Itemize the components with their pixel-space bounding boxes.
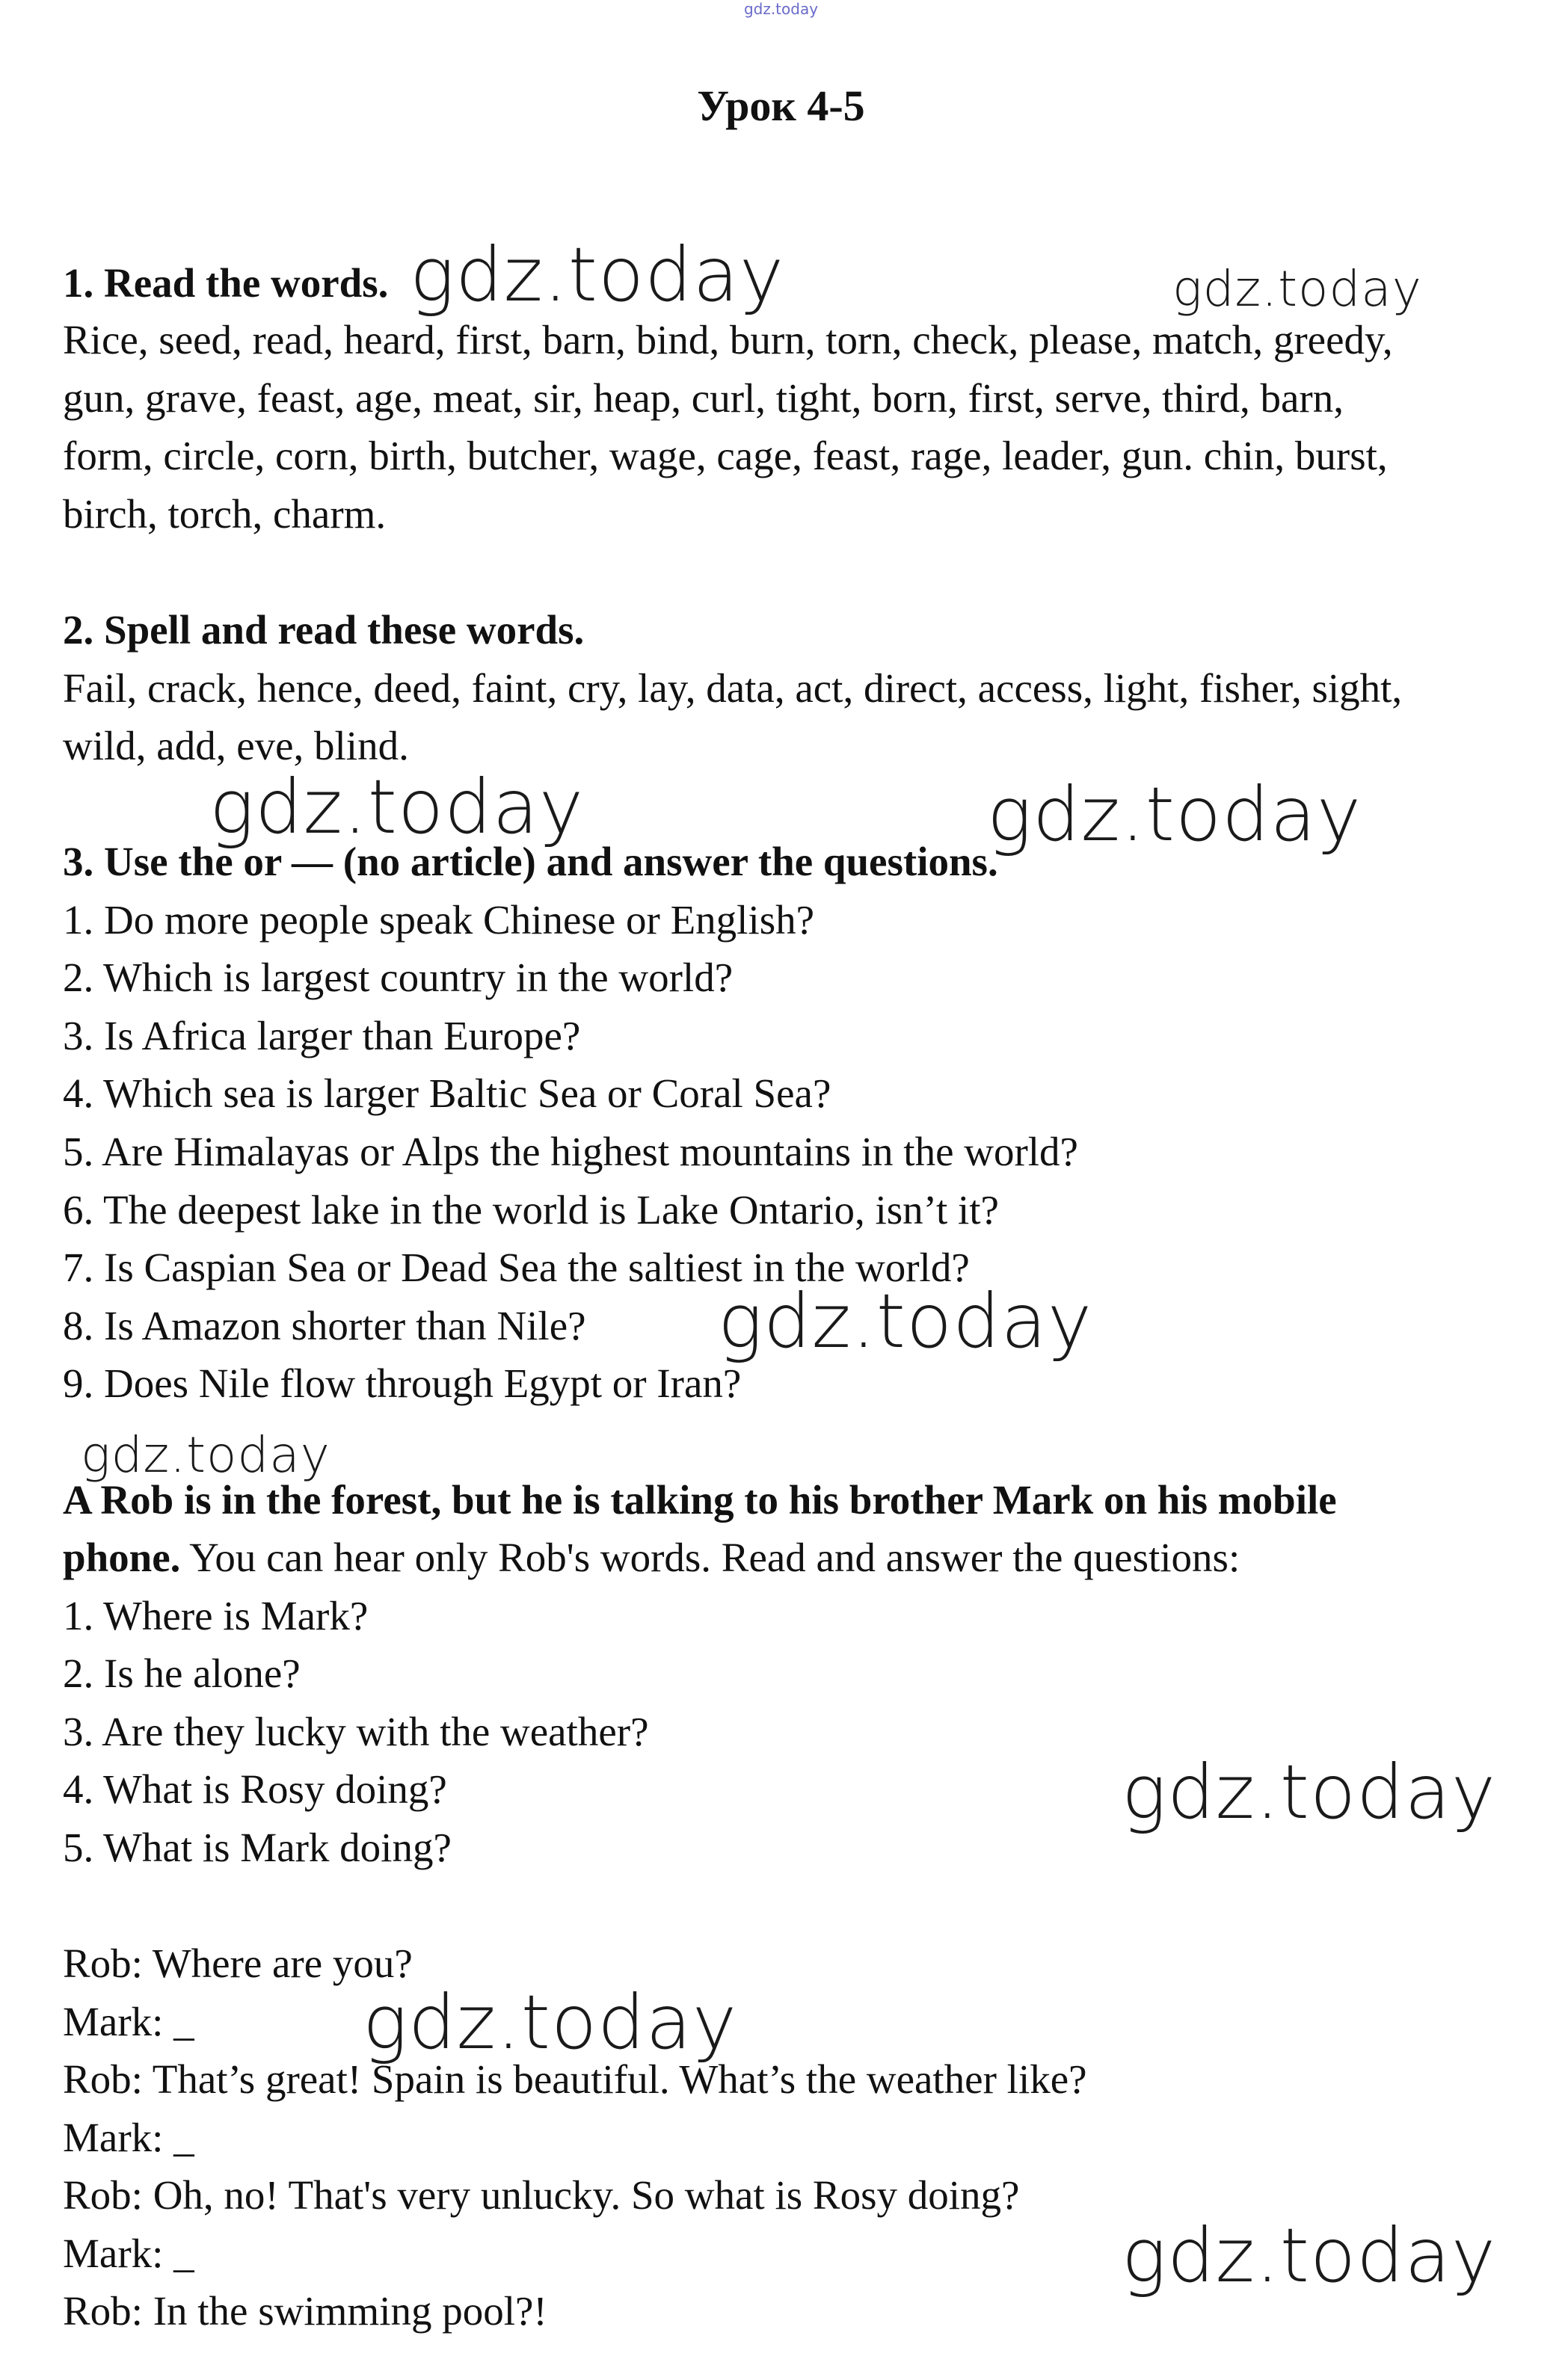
section-a-question: 2. Is he alone?	[63, 1650, 301, 1696]
dialogue-line: Rob: Where are you?	[63, 1940, 413, 1986]
section-a-heading-end: phone.	[63, 1535, 181, 1580]
section-a-question: 3. Are they lucky with the weather?	[63, 1709, 649, 1754]
section-1-line: birch, torch, charm.	[63, 491, 387, 537]
section-1-line: Rice, seed, read, heard, first, barn, bind, burn, torn, check, please, match, greedy,	[63, 317, 1393, 363]
watermark: gdz.today	[209, 763, 585, 851]
section-1-heading: 1. Read the words.	[63, 260, 389, 306]
watermark: gdz.today	[1172, 260, 1422, 318]
section-a-question: 4. What is Rosy doing?	[63, 1766, 447, 1812]
section-a-question: 1. Where is Mark?	[63, 1593, 369, 1638]
section-3-item: 2. Which is largest country in the world?	[63, 955, 734, 1000]
watermark: gdz.today	[1122, 1748, 1497, 1836]
dialogue-line: Mark: _	[63, 2115, 194, 2160]
watermark: gdz.today	[363, 1979, 738, 2066]
section-a-question: 5. What is Mark doing?	[63, 1825, 452, 1870]
watermark: gdz.today	[718, 1277, 1093, 1365]
section-3-item: 7. Is Caspian Sea or Dead Sea the saltiest in the world?	[63, 1245, 970, 1290]
dialogue-line: Rob: Oh, no! That's very unlucky. So what is Rosy doing?	[63, 2172, 1020, 2218]
watermark: gdz.today	[987, 771, 1362, 858]
section-a-instruction: You can hear only Rob's words. Read and answer the questions:	[180, 1535, 1240, 1580]
page-title: Урок 4-5	[697, 81, 865, 130]
section-3-item: 8. Is Amazon shorter than Nile?	[63, 1303, 586, 1348]
watermark: gdz.today	[81, 1426, 330, 1484]
dialogue-line: Rob: In the swimming pool?!	[63, 2288, 547, 2334]
section-1-line: form, circle, corn, birth, butcher, wage, cage, feast, rage, leader, gun. chin, burst,	[63, 433, 1388, 478]
section-a-heading: A Rob is in the forest, but he is talking to his brother Mark on his mobile	[63, 1477, 1337, 1523]
section-2-line: wild, add, eve, blind.	[63, 723, 409, 768]
section-3-item: 1. Do more people speak Chinese or English?	[63, 897, 815, 943]
section-a-heading-cont	[63, 1535, 1240, 1581]
section-2-line: Fail, crack, hence, deed, faint, cry, lay, data, act, direct, access, light, fisher, sight,	[63, 665, 1403, 711]
section-3-item: 3. Is Africa larger than Europe?	[63, 1013, 581, 1058]
watermark: gdz.today	[410, 231, 785, 318]
section-1-line: gun, grave, feast, age, meat, sir, heap, curl, tight, born, first, serve, third, barn,	[63, 375, 1344, 421]
section-3-item: 4. Which sea is larger Baltic Sea or Coral Sea?	[63, 1070, 831, 1116]
section-2-heading: 2. Spell and read these words.	[63, 607, 585, 653]
watermark: gdz.today	[1122, 2212, 1497, 2299]
section-3-item: 5. Are Himalayas or Alps the highest mountains in the world?	[63, 1129, 1078, 1174]
section-3-item: 9. Does Nile flow through Egypt or Iran?	[63, 1360, 742, 1406]
dialogue-line: Mark: _	[63, 1999, 194, 2044]
dialogue-line: Mark: _	[63, 2231, 194, 2276]
section-3-item: 6. The deepest lake in the world is Lake Ontario, isn’t it?	[63, 1187, 999, 1233]
top-watermark: gdz.today	[743, 0, 819, 18]
section-3-heading: 3. Use the or — (no article) and answer the questions.	[63, 839, 998, 884]
dialogue-line: Rob: That’s great! Spain is beautiful. What’s the weather like?	[63, 2056, 1087, 2102]
